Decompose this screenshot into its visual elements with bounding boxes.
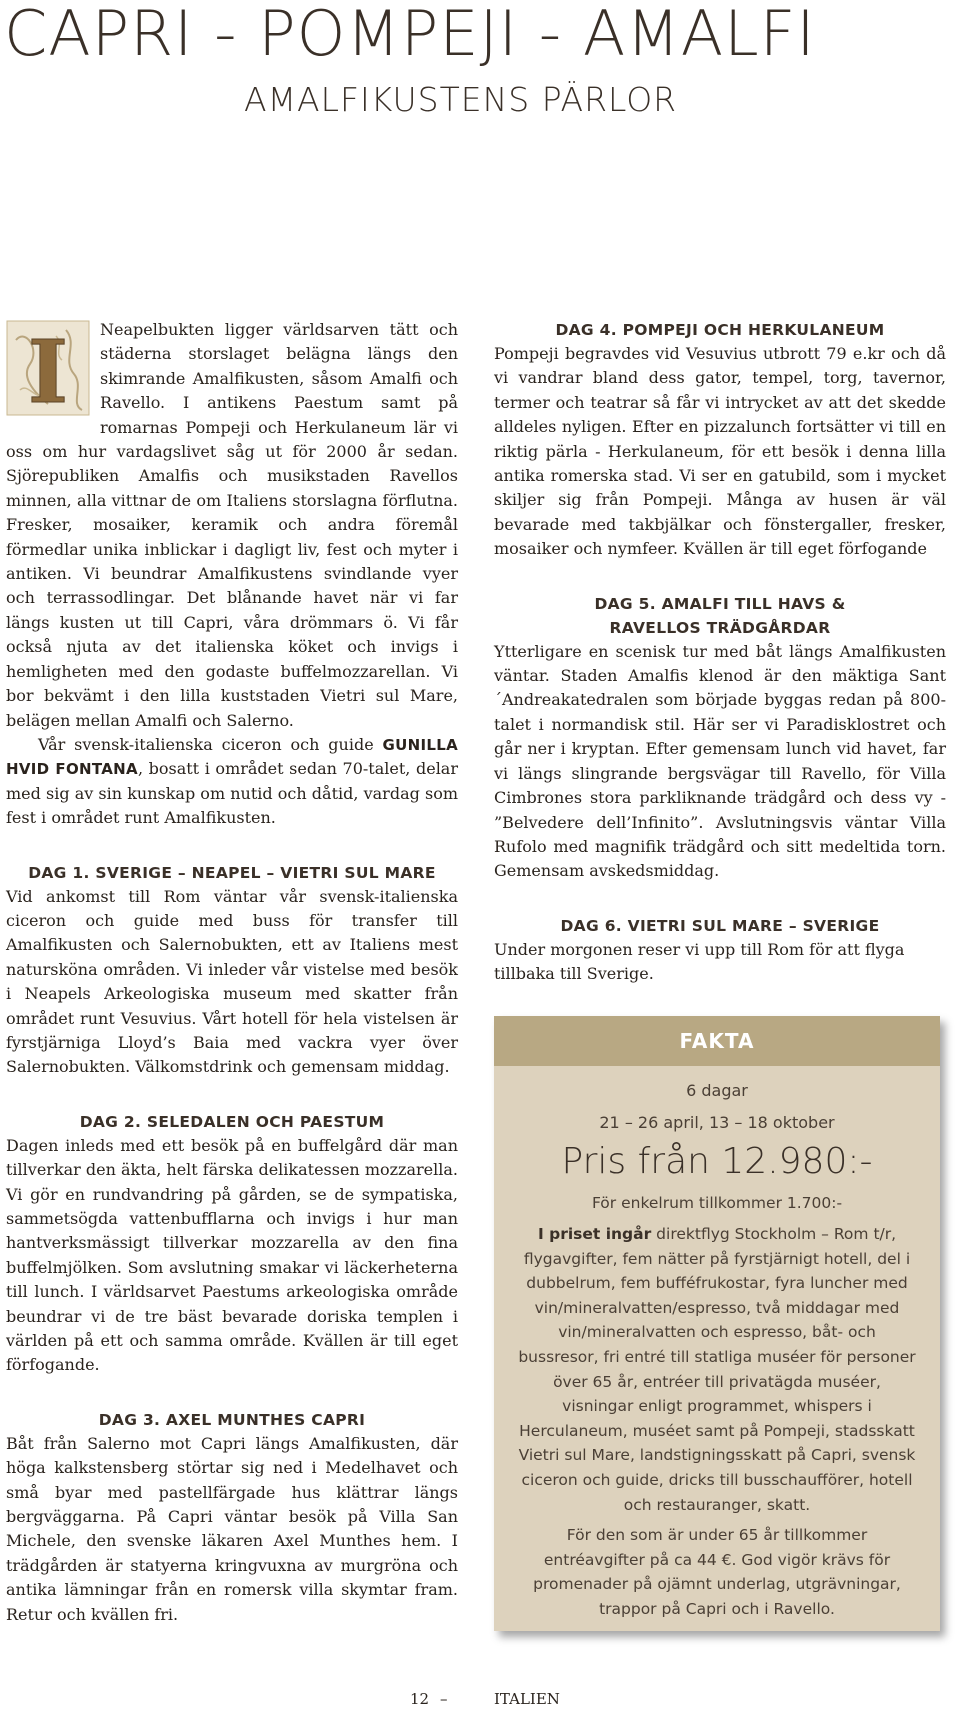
day5-heading-line1: DAG 5. AMALFI TILL HAVS & (594, 594, 846, 613)
footer-section: ITALIEN (494, 1690, 560, 1708)
fakta-single-room: För enkelrum tillkommer 1.700:- (591, 1194, 843, 1212)
fakta-price: Pris från 12.980:- (561, 1141, 873, 1182)
dropcap-letter: I (27, 322, 69, 416)
fakta-included: I priset ingår direktflyg Stockholm – Rom t/r, flygavgifter, fem nätter på fyrstjärnigt hotell, del i dubbelrum, fem bufféfrukostar, fyra luncher med vin/mineralvatten/espresso, två middagar med vin/mineralvatten och espresso, båt- och bussresor, fri entré till statliga muséer för personer över 65 år, entréer till privatägda muséer, visningar enligt programmet, whispers i Herculaneum, muséet samt på Pompeji, stadsskatt Vietri sul Mare, landstigningsskatt på Capri, svensk ciceron och guide, dricks till busschaufförer, hotell och restauranger, skatt. (518, 1225, 916, 1514)
day4-text: Pompeji begravdes vid Vesuvius utbrott 79 e.kr och då vi vandrar bland dess gator, tempel, torg, tavernor, termer och teatrar så får vi intrycket av att det skedde alldeles nyligen. Efter en pizzalunch fortsätter vi till en riktig pärla - Herkulaneum, för ett besök i denna lilla antika romerska stad. Vi ser en gatubild, som i mycket skiljer sig från Pompeji. Många av husen är väl bevarade med takbjälkar och fönstergaller, fresker, mosaiker och nymfeer. Kvällen är till eget förfogande (494, 344, 946, 559)
day3-text: Båt från Salerno mot Capri längs Amalfikusten, där höga kalkstensberg störtar sig ned i Medelhavet och små byar med pastellfärgade hus klättrar längs bergväggarna. På Capri väntar besök på Villa San Michele, den svenske läkaren Axel Munthes hem. I trädgården är statyerna kringvuxna av murgröna och antika lämningar från en romersk villa skymtar fram. Retur och kvällen fri. (6, 1433, 458, 1624)
page-subtitle: AMALFIKUSTENS PÄRLOR (244, 80, 678, 119)
fakta-note: För den som är under 65 år tillkommer entréavgifter på ca 44 €. God vigör krävs för promenader på ojämnt underlag, utgrävningar, trappor på Capri och i Ravello. (533, 1526, 901, 1618)
page-number: 12 (410, 1690, 430, 1708)
day3-heading: DAG 3. AXEL MUNTHES CAPRI (98, 1410, 366, 1429)
day4-heading: DAG 4. POMPEJI OCH HERKULANEUM (555, 321, 885, 339)
fakta-duration: 6 dagar (686, 1081, 748, 1100)
guide-paragraph: Vår svensk-italienska ciceron och guide GUNILLA HVID FONTANA, bosatt i området sedan 70-talet, delar med sig av sin kunskap om nutid och dåtid, vardag som fest i området runt Amalfikusten. (6, 734, 458, 828)
day5-text: Ytterligare en scenisk tur med båt längs Amalfikusten väntar. Staden Amalfis klenod är den mäktiga Sant´Andreakatedralen som började byggas redan på 800-talet i normandisk stil. Här ser vi Paradisklostret och går ner i kryptan. Efter gemensam lunch vid havet, far vi längs slingrande bergsvägar till Ravello, för Villa Cimbrones stora parkliknande trädgård och dess vy - ”Belvedere dell’Infinito”. Avslutningsvis väntar Villa Rufolo med magnifik trädgård och sitt medeltida torn. Gemensam avskedsmiddag. (494, 641, 946, 881)
day6-heading: DAG 6. VIETRI SUL MARE – SVERIGE (560, 916, 880, 935)
page-title: CAPRI - POMPEJI - AMALFI (4, 0, 816, 70)
day5-heading-line2: RAVELLOS TRÄDGÅRDAR (609, 618, 831, 637)
fakta-dates: 21 – 26 april, 13 – 18 oktober (599, 1113, 835, 1132)
day6-text: Under morgonen reser vi upp till Rom för att flyga tillbaka till Sverige. (494, 939, 905, 984)
right-column (494, 318, 946, 987)
day2-text: Dagen inleds med ett besök på en buffelgård där man tillverkar den äkta, helt färska delikatessen mozzarella. Vi gör en rundvandring på gården, se de sympatiska, sammetsögda vattenbufflarna och invigs i hur man hantverksmässigt tillverkar mozzarella av den fina buffelmjölken. Som avslutning smakar vi läckerheterna till lunch. I världsarvet Paestums arkeologiska område beundrar vi de tre bäst bevarade doriska templen i världen på ett och samma område. Kvällen är till eget förfogande. (6, 1135, 458, 1375)
day2-heading: DAG 2. SELEDALEN OCH PAESTUM (79, 1112, 385, 1131)
fakta-heading: FAKTA (494, 1016, 940, 1066)
intro-paragraph: Neapelbukten ligger världsarven tätt och städerna storslaget belägna längs den skimrande Amalfikusten, såsom Amalfi och Ravello. I antikens Paestum samt på romarnas Pompeji och Herkulaneum lär vi oss om hur vardagslivet såg ut för 2000 år sedan. Sjörepubliken Amalfis och musikstaden Ravellos minnen, alla vittnar de om Italiens storslagna förflutna. Fresker, mosaiker, keramik och andra föremål förmedlar unika inblickar i dagligt liv, fest och myter i antiken. Vi beundrar Amalfikustens svindlande vyer och terrassodlingar. Det blånande havet när vi far längs kusten ut till Capri, våra drömmars ö. Vi får också njuta av det italienska köket och invigs i hemligheten med den godaste buffelmozzarellan. Vi bor bekvämt i den lilla kuststaden Vietri sul Mare, belägen mellan Amalfi och Salerno. (6, 320, 458, 730)
day1-heading: DAG 1. SVERIGE – NEAPEL – VIETRI SUL MARE (28, 863, 436, 882)
day1-text: Vid ankomst till Rom väntar vår svensk-italienska ciceron och guide med buss för transfer till Amalfikusten och Salernobukten, ett av Italiens mest natursköna områden. Vi inleder vår vistelse med besök i Neapels Arkeologiska museum med skatter från området runt Vesuvius. Vårt hotell för hela vistelsen är fyrstjärniga Lloyd’s Baia med vackra vyer över Salernobukten. Välkomstdrink och gemensam middag. (6, 886, 458, 1077)
fakta-box (494, 1016, 940, 1631)
dropcap-ornament (6, 320, 90, 416)
guide-name: GUNILLA HVID FONTANA (6, 735, 458, 779)
fakta-included-label: I priset ingår (537, 1225, 652, 1243)
footer-dash: – (440, 1690, 448, 1708)
left-column (6, 318, 458, 1627)
